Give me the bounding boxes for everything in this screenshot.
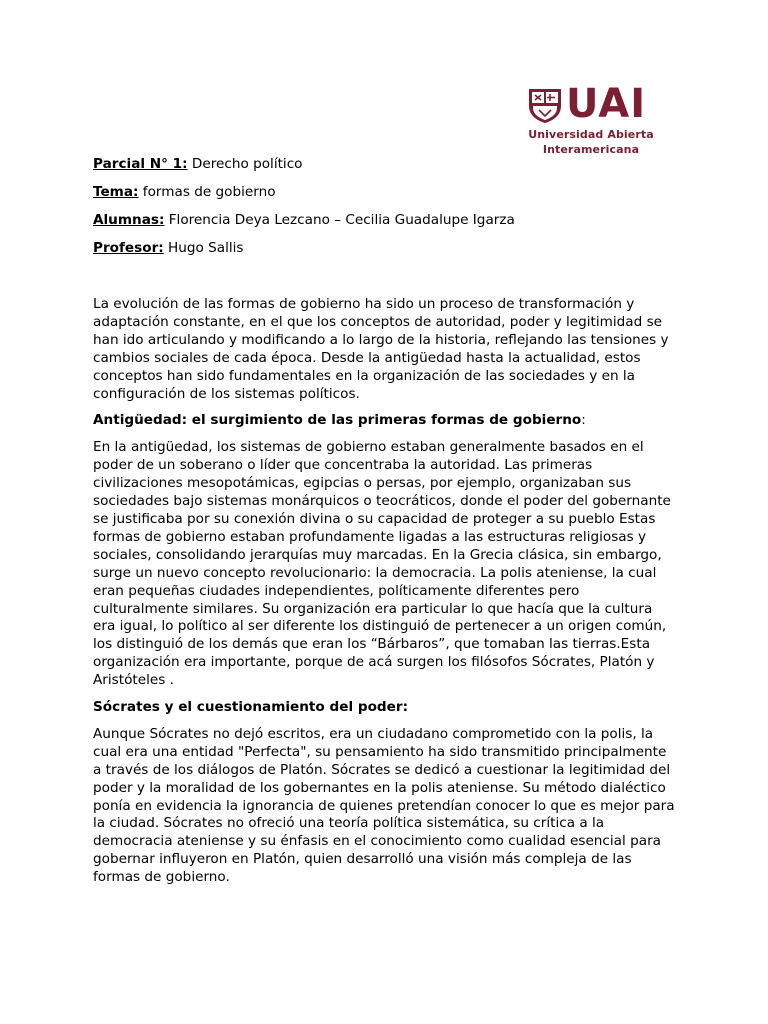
header-profesor (93, 240, 244, 256)
section-heading-antiguedad-text: Antigüedad: el surgimiento de las primeras formas de gobierno (93, 412, 582, 429)
university-shield-icon (528, 88, 562, 124)
header-label-tema: Tema: (93, 184, 139, 200)
header-value-alumnas: Florencia Deya Lezcano – Cecilia Guadalupe Igarza (164, 212, 515, 228)
header-parcial (93, 156, 303, 172)
logo-line-2: Interamericana (542, 143, 640, 156)
header-label-alumnas: Alumnas: (93, 212, 165, 228)
logo-line-1: Universidad Abierta (528, 128, 654, 141)
header-label-parcial: Parcial N° 1: (93, 156, 188, 172)
header-value-tema: formas de gobierno (138, 184, 276, 200)
uai-logo (526, 81, 666, 158)
document-body (93, 296, 678, 887)
logo-subtitle (526, 127, 656, 157)
antiguedad-paragraph: En la antigüedad, los sistemas de gobierno estaban generalmente basados en el poder de un soberano o líder que concentraba la autoridad. Las primeras civilizaciones mesopotámicas, egipcias o persas, por ejemplo, organizaban sus sociedades bajo sistemas monárquicos o teocráticos, donde el poder del gobernante se justificaba por su conexión divina o su capacidad de proteger a su pueblo Estas formas de gobierno estaban profundamente ligadas a las estructuras religiosas y sociales, consolidando jerarquías muy marcadas. En la Grecia clásica, sin embargo, surge un nuevo concepto revolucionario: la democracia. La polis ateniense, la cual eran pequeñas ciudades independientes, políticamente diferentes pero culturalmente similares. Su organización era particular lo que hacía que la cultura era igual, lo político al ser diferente los distinguió de pertenecer a un origen común, los distinguió de los demás que eran los “Bárbaros”, que tomaban las tierras.Esta organización era importante, porque de acá surgen los filósofos Sócrates, Platón y Aristóteles . (93, 439, 671, 689)
header-value-profesor: Hugo Sallis (163, 240, 244, 256)
socrates-paragraph: Aunque Sócrates no dejó escritos, era un ciudadano comprometido con la polis, la cual era una entidad "Perfecta", su pensamiento ha sido transmitido principalmente a través de los diálogos de Platón. Sócrates se dedicó a cuestionar la legitimidad del poder y la moralidad de los gobernantes en la polis ateniense. Su método dialéctico ponía en evidencia la ignorancia de quienes pretendían conocer lo que es mejor para la ciudad. Sócrates no ofreció una teoría política sistemática, su crítica a la democracia ateniense y su énfasis en el conocimiento como cualidad esencial para gobernar influyeron en Platón, quien desarrolló una visión más compleja de las formas de gobierno. (93, 725, 675, 886)
section-heading-antiguedad (93, 412, 678, 430)
section-heading-antiguedad-colon: : (581, 412, 586, 429)
logo-mark: UAI (566, 81, 647, 127)
header-alumnas (93, 212, 515, 228)
section-heading-socrates: Sócrates y el cuestionamiento del poder: (93, 699, 408, 716)
header-tema (93, 184, 276, 200)
header-label-profesor: Profesor: (93, 240, 164, 256)
intro-paragraph: La evolución de las formas de gobierno ha sido un proceso de transformación y adaptación constante, en el que los conceptos de autoridad, poder y legitimidad se han ido articulando y modificando a lo largo de la historia, reflejando las tensiones y cambios sociales de cada época. Desde la antigüedad hasta la actualidad, estos conceptos han sido fundamentales en la organización de las sociedades y en la configuración de los sistemas políticos. (93, 296, 669, 402)
header-value-parcial: Derecho político (187, 156, 303, 172)
